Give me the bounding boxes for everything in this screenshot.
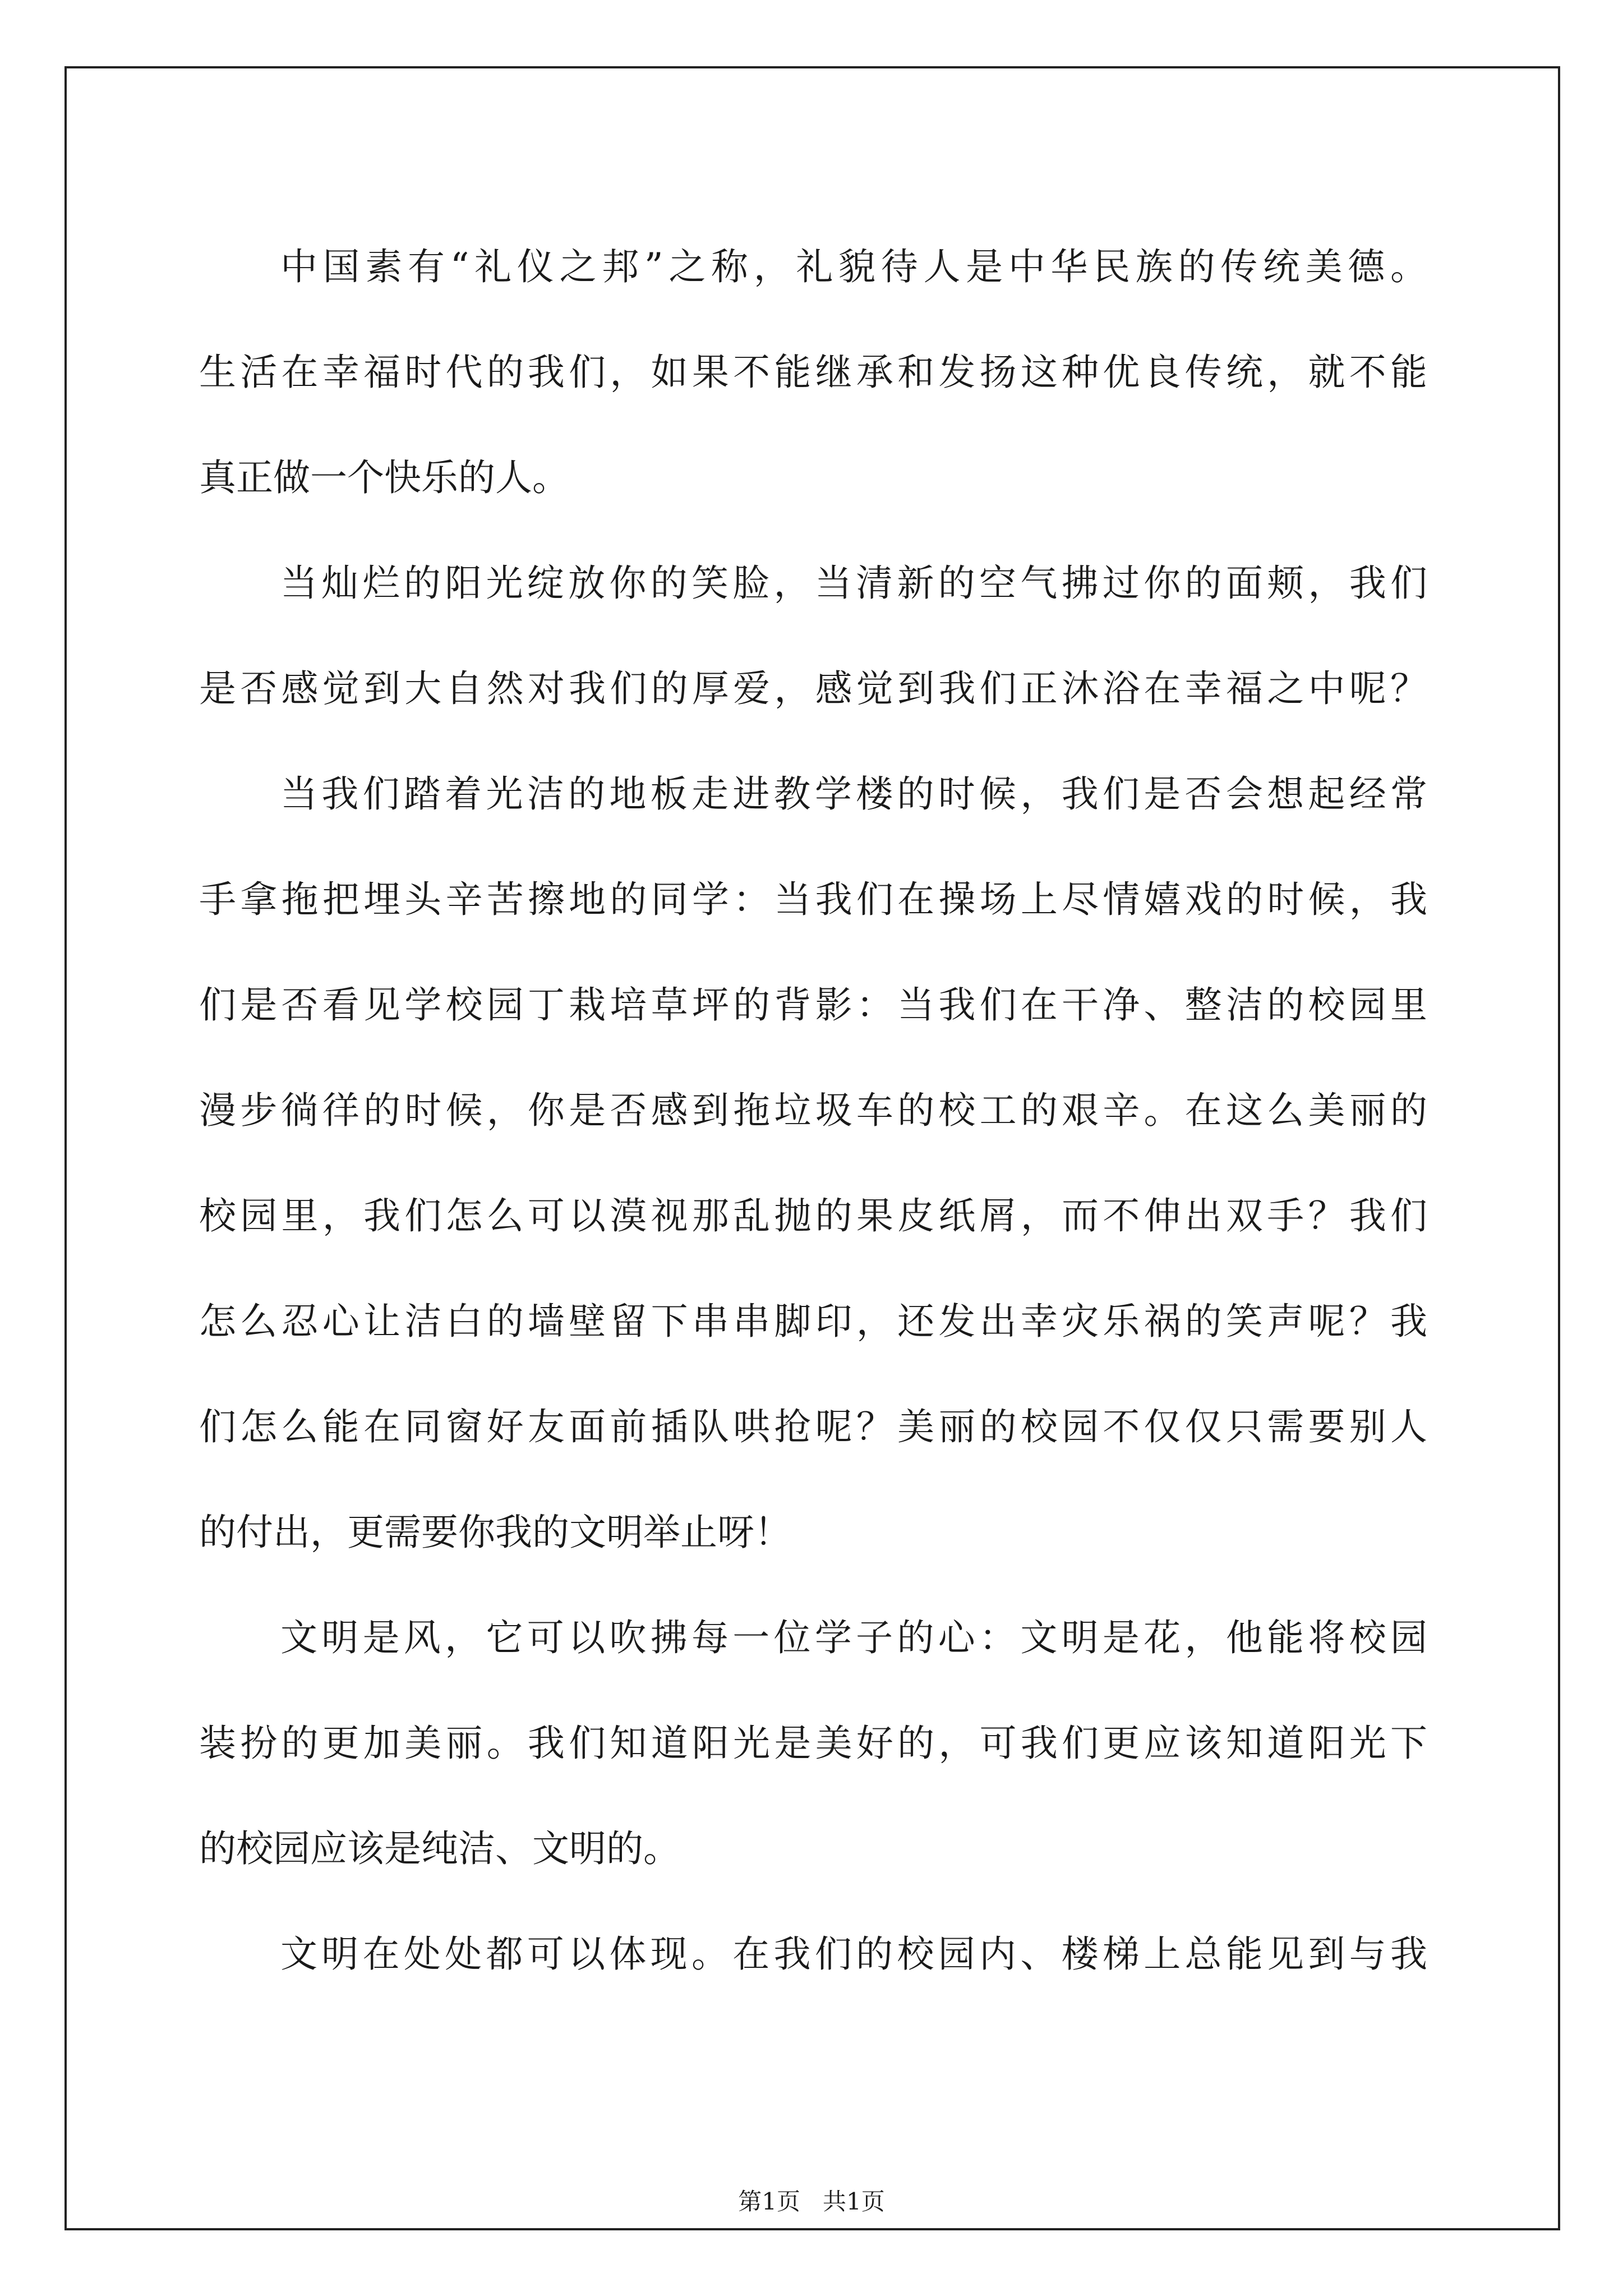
- paragraph-3-line-8: 的付出，更需要你我的文明举止呀！: [199, 1511, 791, 1554]
- page-footer: [0, 2182, 1623, 2221]
- paragraph-1-line-2: 生活在幸福时代的我们，如果不能继承和发扬这种优良传统，就不能: [199, 351, 1427, 394]
- paragraph-2-line-1: 当灿烂的阳光绽放你的笑脸，当清新的空气拂过你的面颊，我们: [280, 562, 1427, 605]
- paragraph-3-line-3: 们是否看见学校园丁栽培草坪的背影：当我们在干净、整洁的校园里: [199, 983, 1427, 1027]
- paragraph-3-line-5: 校园里，我们怎么可以漠视那乱抛的果皮纸屑，而不伸出双手？我们: [199, 1194, 1427, 1237]
- page-number: 第1页: [738, 2188, 800, 2215]
- paragraph-3-line-4: 漫步徜徉的时候，你是否感到拖垃圾车的校工的艰辛。在这么美丽的: [199, 1089, 1427, 1132]
- paragraph-1-line-1: 中国素有“礼仪之邦”之称，礼貌待人是中华民族的传统美德。: [280, 245, 1427, 288]
- page-total: 共1页: [823, 2188, 885, 2215]
- paragraph-4-line-2: 装扮的更加美丽。我们知道阳光是美好的，可我们更应该知道阳光下: [199, 1722, 1427, 1765]
- paragraph-2-line-2: 是否感觉到大自然对我们的厚爱，感觉到我们正沐浴在幸福之中呢？: [199, 667, 1427, 710]
- document-body: [199, 214, 1427, 2007]
- paragraph-3-line-6: 怎么忍心让洁白的墙壁留下串串脚印，还发出幸灾乐祸的笑声呢？我: [199, 1300, 1427, 1343]
- paragraph-5-line-1: 文明在处处都可以体现。在我们的校园内、楼梯上总能见到与我: [280, 1932, 1427, 1976]
- paragraph-3-line-1: 当我们踏着光洁的地板走进教学楼的时候，我们是否会想起经常: [280, 772, 1427, 816]
- paragraph-3-line-7: 们怎么能在同窗好友面前插队哄抢呢？美丽的校园不仅仅只需要别人: [199, 1405, 1427, 1448]
- paragraph-4-line-1: 文明是风，它可以吹拂每一位学子的心：文明是花，他能将校园: [280, 1616, 1427, 1659]
- paragraph-3-line-2: 手拿拖把埋头辛苦擦地的同学：当我们在操场上尽情嬉戏的时候，我: [199, 878, 1427, 921]
- paragraph-1-line-3: 真正做一个快乐的人。: [199, 456, 569, 499]
- paragraph-4-line-3: 的校园应该是纯洁、文明的。: [199, 1827, 680, 1870]
